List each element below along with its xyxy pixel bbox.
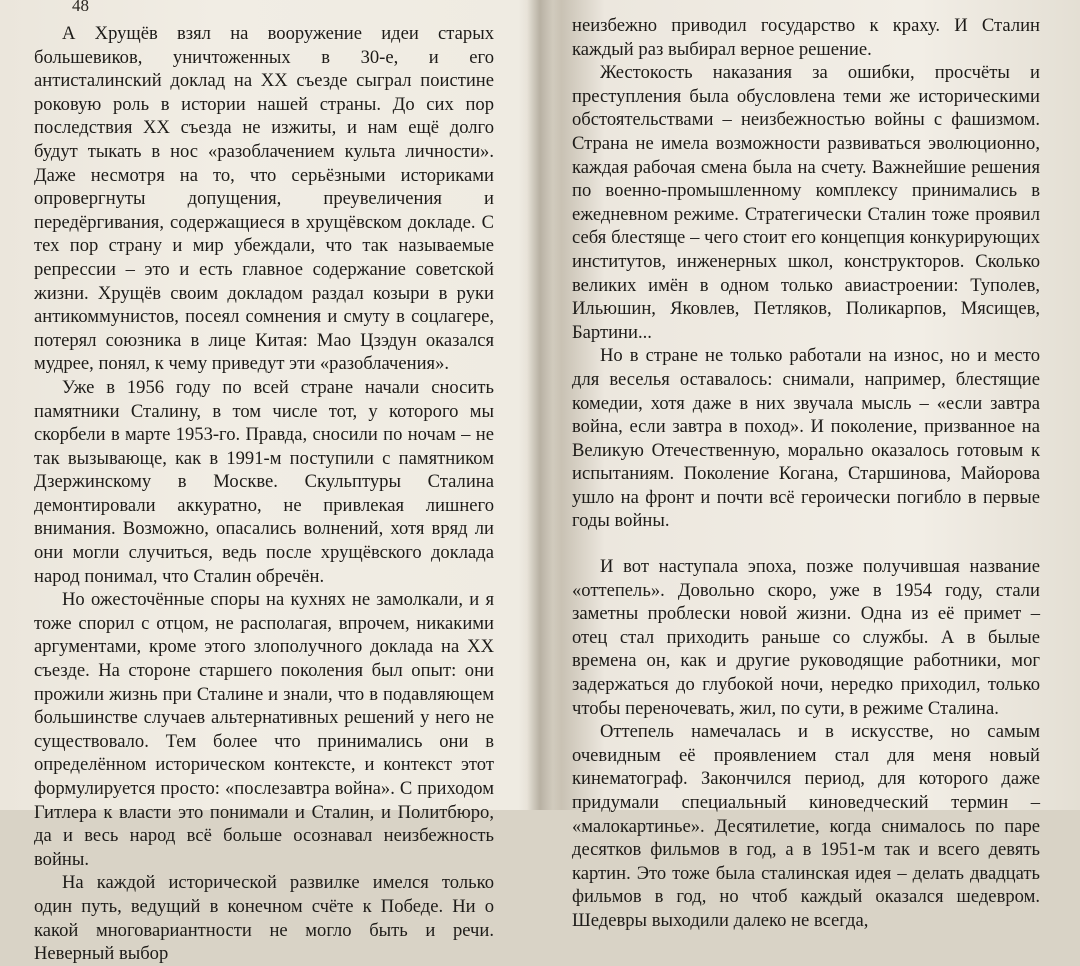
paragraph: Уже в 1956 году по всей стране начали сносить памятники Сталину, в том числе тот, у которого мы скорбели в марте 1953-го. Правда, сносили по ночам – не так вызывающе, как в 1991-м поступили с памятником Дзержинскому в Москве. Скульптуры Сталина демонтировали аккуратно, не привлекая лишнего внимания. Возможно, опасались волнений, хотя вряд ли они могли случиться, ведь после хрущёвского доклада народ понимал, что Сталин обречён. xyxy=(34,376,494,587)
paragraph: Оттепель намечалась и в искусстве, но самым очевидным её проявлением стал для меня новый кинематограф. Закончился период, для которого даже придумали специальный киноведческий термин – «малокартинье». Десятилетие, когда снималось по паре десятков фильмов в год, а в 1951-м так и всего девять картин. Это тоже была сталинская идея – делать двадцать фильмов в год, но чтоб каждый оказался шедевром. Шедевры выходили далеко не всегда, xyxy=(572,721,1040,931)
paragraph: Жестокость наказания за ошибки, просчёты и преступления была обусловлена теми же историческими обстоятельствами – неизбежностью войны с фашизмом. Страна не имела возможности развиваться эволюционно, каждая рабочая смена была на счету. Важнейшие решения по военно-промышленному комплексу принимались в ежедневном режиме. Стратегически Сталин тоже проявил себя блестяще – чего стоит его концепция конкурирующих институтов, инженерных школ, конструкторов. Сколько великих имён в одном только авиастроении: Туполев, Ильюшин, Яковлев, Петляков, Поликарпов, Мясищев, Бартини... xyxy=(572,62,1040,343)
continued-paragraph: неизбежно приводил государство к краху. И Сталин каждый раз выбирал верное решение. xyxy=(572,15,1040,60)
book-gutter xyxy=(527,0,553,810)
paragraph: На каждой исторической развилке имелся только один путь, ведущий в конечном счёте к Победе. Ни о какой многовариантности не могло быть и речи. Неверный выбор xyxy=(34,872,494,965)
left-page xyxy=(34,0,494,965)
page-number: 48 xyxy=(72,0,89,15)
right-page xyxy=(572,0,1040,931)
paragraph: Но в стране не только работали на износ, но и место для веселья оставалось: снимали, например, блестящие комедии, хотя даже в них звучала мысль – «если завтра война, если завтра в поход». И поколение, призванное на Великую Отечественную, морально оказалось готовым к испытаниям. Поколение Когана, Старшинова, Майорова ушло на фронт и почти всё героически погибло в первые годы войны. xyxy=(572,345,1040,532)
paragraph: А Хрущёв взял на вооружение идеи старых большевиков, уничтоженных в 30-е, и его антисталинский доклад на XX съезде сыграл поистине роковую роль в истории нашей страны. До сих пор последствия XX съезда не изжиты, и нам ещё долго будут тыкать в нос «разоблачением культа личности». Даже несмотря на то, что серьёзными историками опровергнуты допущения, преувеличения и передёргивания, содержащиеся в хрущёвском докладе. С тех пор страну и мир убеждали, что так называемые репрессии – это и есть главное содержание советской жизни. Хрущёв своим докладом раздал козыри в руки антикоммунистов, посеял сомнения и смуту в соцлагере, потерял союзника в лице Китая: Мао Цзэдун оказался мудрее, понял, к чему приведут эти «разоблачения». xyxy=(34,23,494,375)
paragraph: И вот наступала эпоха, позже получившая название «оттепель». Довольно скоро, уже в 1954 году, стали заметны проблески новой жизни. Одна из её примет – отец стал приходить раньше со службы. А в былые времена он, как и другие руководящие работники, мог задержаться до глубокой ночи, нередко приходил, только чтобы переночевать, жил, по сути, в режиме Сталина. xyxy=(572,556,1040,719)
paragraph: Но ожесточённые споры на кухнях не замолкали, и я тоже спорил с отцом, не располагая, впрочем, никакими аргументами, кроме этого злополучного доклада на XX съезде. На стороне старшего поколения был опыт: они прожили жизнь при Сталине и знали, что в подавляющем большинстве случаев альтернативных решений у него не существовало. Тем более что принимались они в определённом историческом контексте, и контекст этот формулируется просто: «послезавтра война». С приходом Гитлера к власти это понимали и Сталин, и Политбюро, да и весь народ всё больше осознавал неизбежность войны. xyxy=(34,589,494,870)
